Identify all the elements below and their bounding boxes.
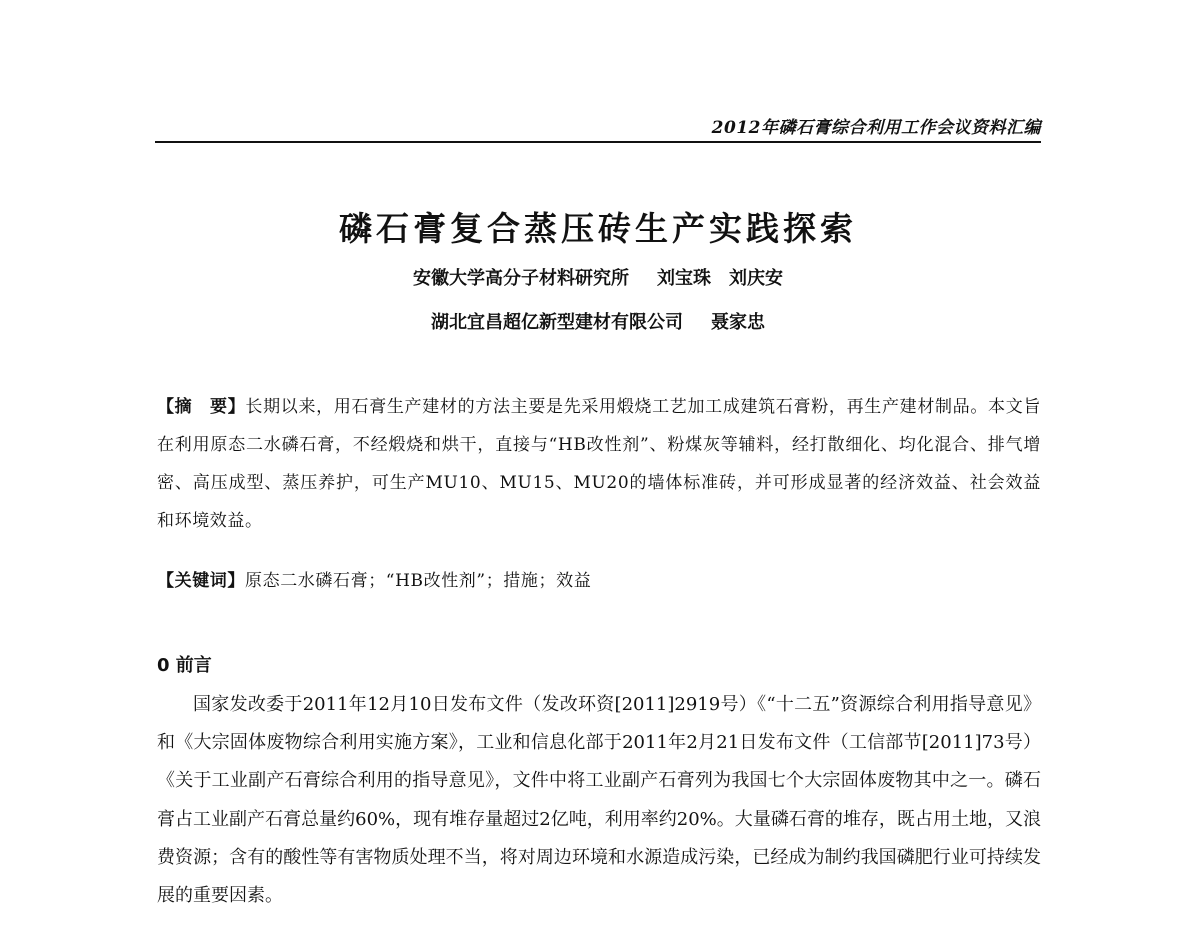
keywords-label: 【关键词】 bbox=[157, 571, 245, 591]
keywords bbox=[157, 562, 1041, 600]
abstract-text: 长期以来，用石膏生产建材的方法主要是先采用煅烧工艺加工成建筑石膏粉，再生产建材制品。本文旨在利用原态二水磷石膏，不经煅烧和烘干，直接与“HB改性剂”、粉煤灰等辅料，经打散细化、均化混合、排气增密、高压成型、蒸压养护，可生产MU10、MU15、MU20的墙体标准砖，并可形成显著的经济效益、社会效益和环境效益。 bbox=[157, 397, 1042, 531]
author-line-2 bbox=[155, 309, 1041, 337]
running-header: 2012年磷石膏综合利用工作会议资料汇编 bbox=[711, 118, 1041, 138]
keywords-text: 原态二水磷石膏；“HB改性剂”；措施；效益 bbox=[245, 571, 592, 591]
abstract-label: 【摘 要】 bbox=[157, 397, 246, 417]
abstract bbox=[157, 388, 1041, 540]
author-line-1 bbox=[155, 265, 1041, 293]
header-rule bbox=[155, 141, 1041, 143]
section-heading: 0 前言 bbox=[157, 655, 212, 676]
paper-title: 磷石膏复合蒸压砖生产实践探索 bbox=[339, 209, 857, 248]
author-names-2: 聂家忠 bbox=[711, 312, 765, 333]
body-paragraph: 国家发改委于2011年12月10日发布文件（发改环资[2011]2919号）《“十二五”资源综合利用指导意见》和《大宗固体废物综合利用实施方案》，工业和信息化部于2011年2月21日发布文件（工信部节[2011]73号）《关于工业副产石膏综合利用的指导意见》，文件中将工业副产石膏列为我国七个大宗固体废物其中之一。磷石膏占工业副产石膏总量约60%，现有堆存量超过2亿吨，利用率约20%。大量磷石膏的堆存，既占用土地，又浪费资源；含有的酸性等有害物质处理不当，将对周边环境和水源造成污染，已经成为制约我国磷肥行业可持续发展的重要因素。 bbox=[157, 694, 1041, 907]
author-names-1: 刘宝珠 刘庆安 bbox=[657, 268, 783, 289]
author-affiliation-2: 湖北宜昌超亿新型建材有限公司 bbox=[431, 312, 683, 333]
author-affiliation-1: 安徽大学高分子材料研究所 bbox=[413, 268, 629, 289]
